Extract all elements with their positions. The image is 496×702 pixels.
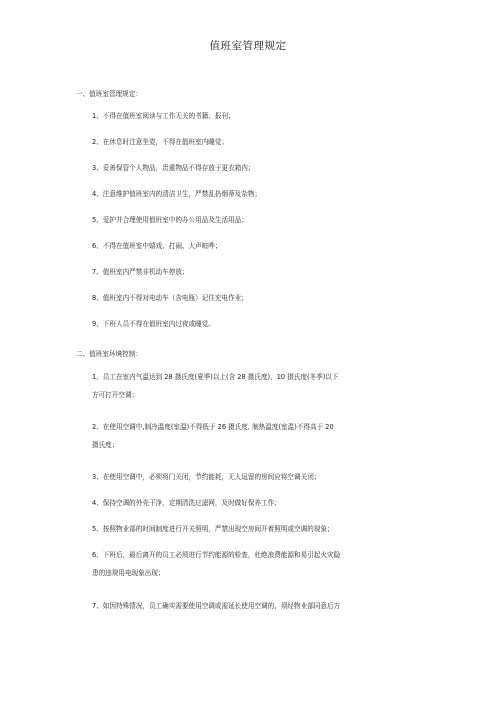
list-item	[92, 521, 434, 539]
list-item	[92, 238, 434, 256]
list-item	[92, 316, 434, 334]
item-text: 3、在使用空调中，必须将门关闭，节约能耗，无人逗留的房间应将空调关闭；	[92, 473, 321, 481]
item-text: 9、下班人员不得在值班室内过夜或睡觉。	[92, 320, 215, 328]
item-text: 4、注意维护值班室内的清洁卫生，严禁乱扔烟蒂及杂物；	[92, 190, 262, 198]
item-text: 方可打开空调；	[92, 390, 139, 399]
item-text: 6、不得在值班室中嬉戏、打闹、大声喧哗；	[92, 242, 222, 250]
item-text: 7、值班室内严禁非机动车停放；	[92, 268, 189, 276]
item-text: 5、按照物业部的时间制度进行开关照明，严禁出现空房间开着照明或空调的现象；	[92, 525, 334, 533]
item-text: 摄氏度；	[92, 440, 119, 449]
list-item	[92, 495, 434, 513]
item-text: 1、不得在值班室阅读与工作无关的书籍、报刊；	[92, 112, 235, 120]
list-item	[92, 212, 434, 230]
item-text: 8、值班室内不得对电动车（含电瓶）记住充电作业；	[92, 294, 248, 302]
item-text: 3、妥善保管个人物品，贵重物品不得存放于更衣箱内；	[92, 164, 255, 172]
list-item	[92, 264, 434, 282]
list-item	[92, 160, 434, 178]
list-item	[92, 419, 434, 454]
item-text: 5、爱护并合理使用值班室中的办公用品及生活用品；	[92, 216, 248, 224]
item-text: 2、在使用空调中,制冷温度(室温)不得低于 26 摄氏度, 制热温度(室温)不得高于 20	[92, 423, 334, 431]
list-item	[92, 108, 434, 126]
item-text: 1、员工在室内气温达到 28 摄氏度(夏季)以上(含 28 摄氏度)，10 摄氏度(冬季)以下	[92, 373, 339, 381]
document-title: 值班室管理规定	[209, 40, 287, 52]
list-item	[92, 186, 434, 204]
list-item	[92, 469, 434, 487]
item-text: 4、保持空调的外壳干净，定期清洗过滤网，及时做好保养工作；	[92, 499, 281, 507]
item-text: 患的违规用电现象出现；	[92, 568, 165, 577]
section-heading: 一、值班室管理规定：	[76, 90, 142, 98]
item-text: 7、如因特殊情况，员工确实需要使用空调或需延长使用空调的，须经物业部同意后方	[92, 602, 341, 610]
list-item	[92, 369, 434, 404]
item-text: 2、在休息时注意坐姿，不得在值班室内睡觉；	[92, 138, 229, 146]
list-item	[92, 134, 434, 152]
section-heading: 二、值班室环境控制：	[76, 350, 142, 358]
item-text: 6、下班后，最后离开的员工必须进行节约能源的检查，杜绝浪费能源和易引起火灾隐	[92, 551, 341, 559]
list-item	[92, 598, 434, 616]
list-item	[92, 547, 434, 582]
list-item	[92, 290, 434, 308]
